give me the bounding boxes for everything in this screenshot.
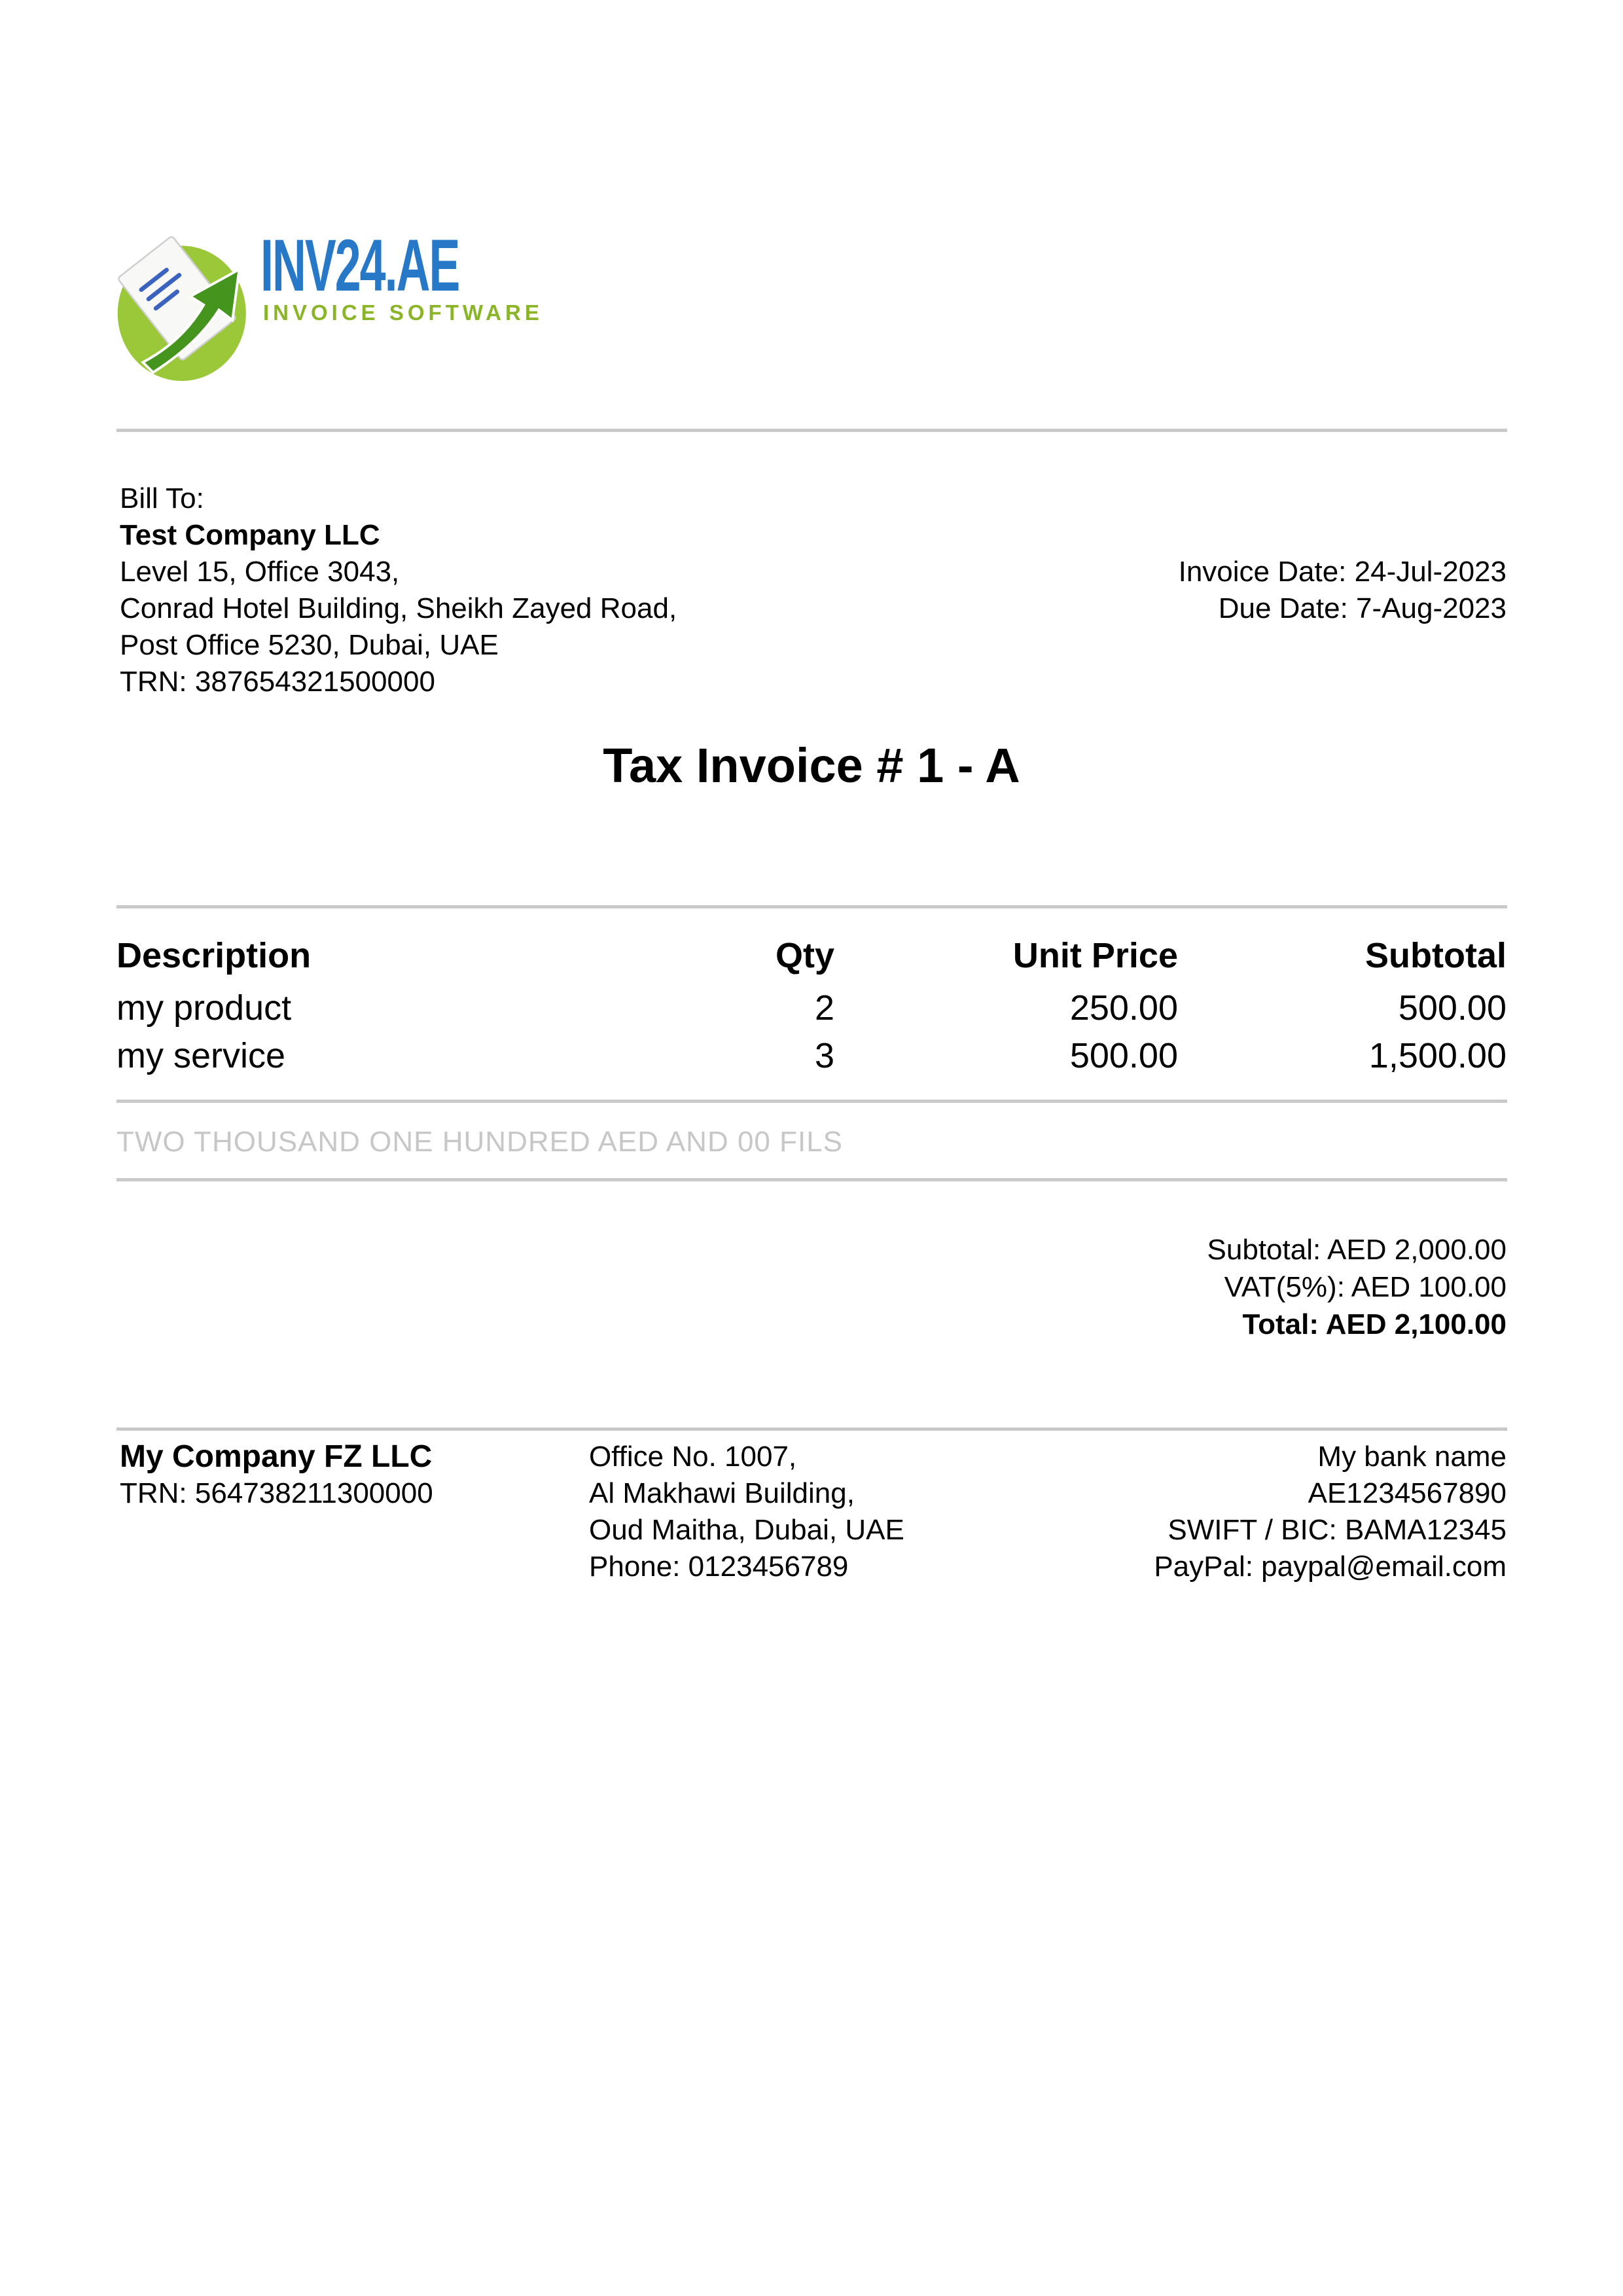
- table-row: [116, 988, 1507, 1028]
- words-divider: [116, 1178, 1507, 1181]
- table-row: [116, 1036, 1507, 1075]
- footer-swift: SWIFT / BIC: BAMA12345: [1168, 1514, 1507, 1546]
- footer-phone-line: Phone: 0123456789: [589, 1551, 849, 1583]
- footer-company-section: [120, 1439, 433, 1512]
- item-unit-price: 500.00: [1069, 1036, 1178, 1075]
- footer-address-line: Oud Maitha, Dubai, UAE: [589, 1514, 904, 1546]
- footer-address-section: [589, 1439, 904, 1585]
- brand-text: INV24.AE: [260, 224, 459, 306]
- invoice-date: Invoice Date: 24-Jul-2023: [1178, 556, 1507, 588]
- totals-section: [1207, 1231, 1507, 1343]
- item-unit-price: 250.00: [1069, 988, 1178, 1028]
- footer-company-trn: TRN: 564738211300000: [120, 1477, 433, 1509]
- bill-to-section: [120, 480, 677, 700]
- col-header-unit-price: Unit Price: [1012, 936, 1178, 975]
- total-line: Total: AED 2,100.00: [1242, 1308, 1507, 1340]
- col-header-qty: Qty: [775, 936, 834, 975]
- footer-paypal: PayPal: paypal@email.com: [1154, 1551, 1507, 1583]
- item-qty: 2: [814, 988, 834, 1028]
- footer-payment-section: [1154, 1439, 1507, 1585]
- logo-icon: [113, 224, 281, 393]
- item-description: my product: [116, 988, 292, 1028]
- item-description: my service: [116, 1036, 286, 1075]
- item-subtotal: 1,500.00: [1368, 1036, 1507, 1075]
- footer-iban: AE1234567890: [1308, 1477, 1507, 1509]
- bill-to-label: Bill To:: [120, 482, 204, 514]
- bill-to-address-line: Post Office 5230, Dubai, UAE: [120, 629, 499, 661]
- table-header-row: [116, 936, 1507, 975]
- item-qty: 3: [814, 1036, 834, 1075]
- bill-to-address-line: Conrad Hotel Building, Sheikh Zayed Road,: [120, 592, 677, 624]
- invoice-dates: [1179, 554, 1507, 627]
- table-bottom-divider: [116, 1100, 1507, 1103]
- bill-to-trn: TRN: 387654321500000: [120, 666, 435, 698]
- brand-tagline: INVOICE SOFTWARE: [263, 300, 543, 325]
- due-date: Due Date: 7-Aug-2023: [1218, 592, 1507, 624]
- header-divider: [116, 429, 1507, 432]
- footer-bank-name: My bank name: [1317, 1441, 1507, 1473]
- footer-address-line: Office No. 1007,: [589, 1441, 797, 1473]
- vat-line: VAT(5%): AED 100.00: [1224, 1271, 1507, 1303]
- footer-company-name: My Company FZ LLC: [120, 1439, 433, 1474]
- footer-divider: [116, 1427, 1507, 1431]
- col-header-description: Description: [116, 936, 312, 975]
- amount-in-words: TWO THOUSAND ONE HUNDRED AED AND 00 FILS: [116, 1126, 844, 1158]
- col-header-subtotal: Subtotal: [1365, 936, 1507, 975]
- footer-address-line: Al Makhawi Building,: [589, 1477, 855, 1509]
- subtotal-line: Subtotal: AED 2,000.00: [1207, 1234, 1507, 1266]
- bill-to-address-line: Level 15, Office 3043,: [120, 556, 400, 588]
- invoice-title: Tax Invoice # 1 - A: [603, 738, 1020, 793]
- bill-to-company: Test Company LLC: [120, 519, 380, 551]
- table-top-divider: [116, 905, 1507, 908]
- item-subtotal: 500.00: [1398, 988, 1507, 1028]
